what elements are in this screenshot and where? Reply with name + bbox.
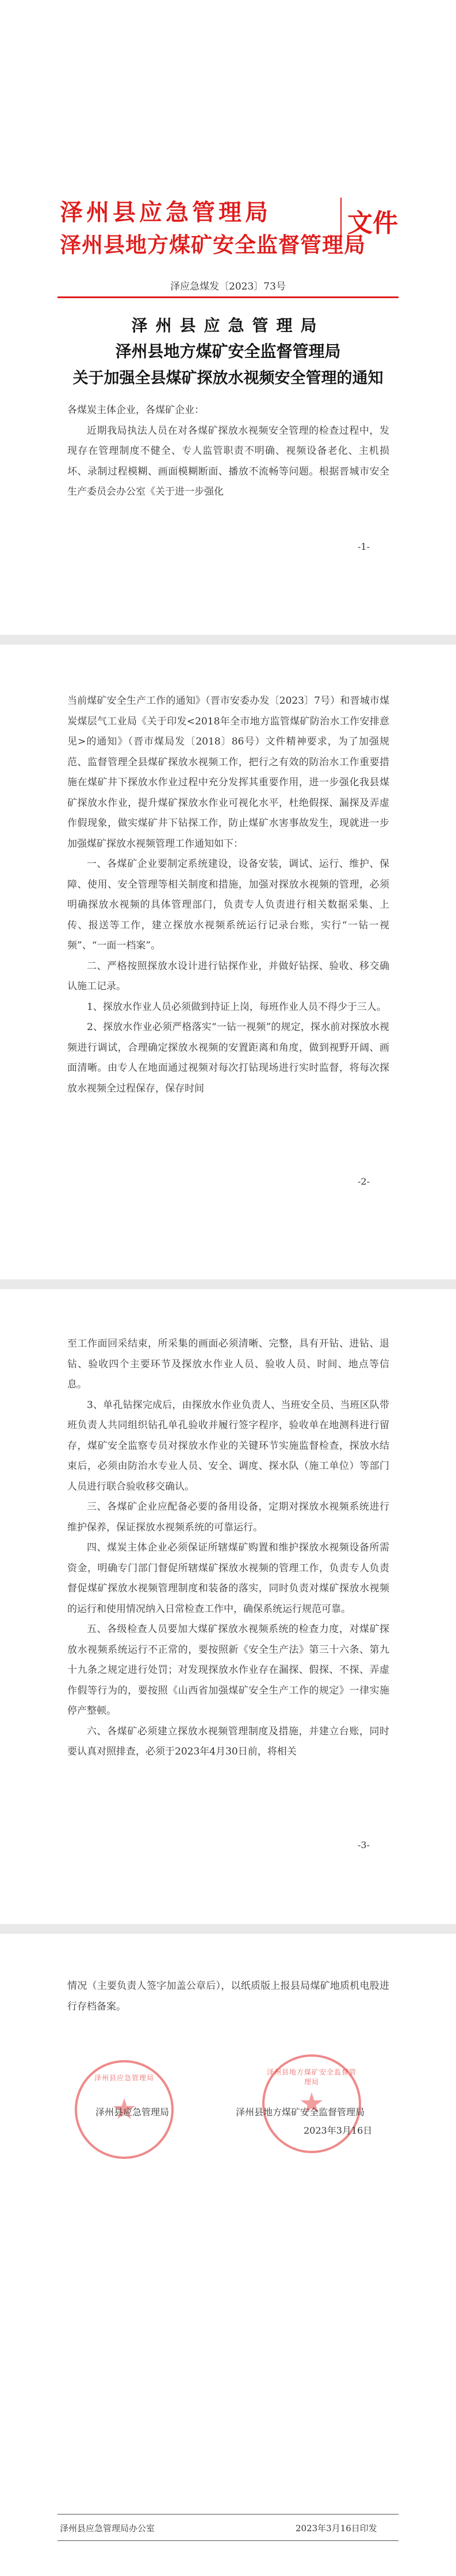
page-1 xyxy=(0,0,456,635)
page-3 xyxy=(0,1289,456,1924)
paragraph: 一、各煤矿企业要制定系统建设，设备安装，调试、运行、维护、保障、使用、安全管理等相关制度和措施，加强对探放水视频的管理，必须明确探放水视频的具体管理部门，负责专人负责进行相关数据采集、上传、报送等工作，建立探放水视频系统运行记录台账，实行“一钻一视频”、“一面一档案”。 xyxy=(67,858,389,951)
sign-date: 2023年3月16日 xyxy=(304,2125,373,2136)
header-brace xyxy=(340,198,342,242)
paragraph: 四、煤炭主体企业必须保证所辖煤矿购置和维护探放水视频设备所需资金，明确专门部门督促所辖煤矿探放水视频的管理工作，负责专人负责督促煤矿探放水视频管理制度和装备的落实，同时负责对煤矿探放水视频的运行和使用情况纳入日常检查工作中，确保系统运行规范可靠。 xyxy=(67,1542,389,1615)
page-4 xyxy=(0,1934,456,2576)
paragraph: 3、单孔钻探完成后，由探放水作业负责人、当班安全员、当班区队带班负责人共同组织钻孔单孔验收并履行签字程序，验收单在地测科进行留存，煤矿安全监察专员对探放水作业的关键环节实施监督检查，探放水结束后，必须由防治水专业人员、安全、调度、探水队（施工单位）等部门人员进行联合验收移交确认。 xyxy=(67,1399,389,1493)
title-line1: 泽州县应急管理局 xyxy=(131,316,325,335)
salutation: 各煤炭主体企业，各煤矿企业： xyxy=(67,404,204,416)
paragraph: 情况（主要负责人签字加盖公章后），以纸质版上报县局煤矿地质机电股进行存档备案。 xyxy=(67,1980,389,2012)
page-4-body xyxy=(67,1976,389,2017)
paragraph: 2、探放水作业必须严格落实“一钻一视频”的规定，探水前对探放水视频进行调试，合理确定探放水视频的安置距离和角度，做到视野开阔、画面清晰。由专人在地面通过视频对每次打钻现场进行实时监督，将每次探放水视频全过程保存，保存时间 xyxy=(67,1021,389,1094)
header-org-line1: 泽州县应急管理局 xyxy=(60,199,271,226)
red-divider xyxy=(58,296,398,298)
paragraph: 当前煤矿安全生产工作的通知》（晋市安委办发〔2023〕7号）和晋城市煤炭煤层气工业局《关于印发<2018年全市地方监管煤矿防治水工作安排意见>的通知》（晋市煤局发〔2018〕86号）文件精神要求，为了加强规范、监督管理全县煤矿探放水视频工作，把行之有效的防治水工作重要措施在煤矿井下探放水作业过程中充分发挥其重要作用，进一步强化我县煤矿探放水作业，提升煤矿探放水作业可视化水平，杜绝假探、漏探及弄虚作假现象，做实煤矿井下钻探工作，防止煤矿水害事故发生，现就进一步加强煤矿探放水视频管理工作通知如下： xyxy=(67,695,389,850)
paragraph: 六、各煤矿必须建立探放水视频管理制度及措施，并建立台账，同时要认真对照排查，必须于2023年4月30日前，将相关 xyxy=(67,1725,389,1757)
page-3-body xyxy=(67,1334,389,1763)
page-1-body xyxy=(67,400,389,503)
page-2 xyxy=(0,645,456,1279)
seal-right-text: 泽州县地方煤矿安全监督管理局 xyxy=(266,2068,357,2086)
page-number: -2- xyxy=(358,1176,370,1187)
title-line2: 泽州县地方煤矿安全监督管理局 xyxy=(115,342,341,361)
header-doc-word: 文件 xyxy=(347,209,398,238)
page-number: -1- xyxy=(358,541,370,552)
page-number: -3- xyxy=(358,1840,370,1850)
paragraph: 至工作面回采结束，所采集的画面必须清晰、完整，具有开钻、进钻、退钻、验收四个主要环节及探放水作业人员、验收人员、时间、地点等信息。 xyxy=(67,1338,389,1390)
official-seal-right xyxy=(262,2054,361,2153)
footer-issuer: 泽州县应急管理局办公室 xyxy=(60,2523,155,2533)
seal-left-text: 泽州县应急管理局 xyxy=(94,2074,154,2082)
paragraph: 近期我局执法人员在对各煤矿探放水视频安全管理的检查过程中，发现存在管理制度不健全、专人监管职责不明确、视频设备老化、主机损坏、录制过程模糊、画面模糊断面、播放不流畅等问题。根据晋城市安全生产委员会办公室《关于进一步强化 xyxy=(67,425,389,498)
signature-right: 泽州县地方煤矿安全监督管理局 xyxy=(236,2107,365,2118)
doc-number: 泽应急煤发〔2023〕73号 xyxy=(170,281,286,292)
signature-left: 泽州县应急管理局 xyxy=(95,2107,170,2118)
title-line3: 关于加强全县煤矿探放水视频安全管理的通知 xyxy=(72,369,384,387)
paragraph: 三、各煤矿企业应配备必要的备用设备，定期对探放水视频系统进行维护保养，保证探放水视频系统的可靠运行。 xyxy=(67,1501,389,1533)
footer-rule-top xyxy=(58,2514,398,2515)
paragraph: 五、各级检查人员要加大煤矿探放水视频系统的检查力度，对煤矿探放水视频系统运行不正常的，要按照新《安全生产法》第三十六条、第九十九条之规定进行处罚；对发现探放水作业存在漏探、假探、不探、弄虚作假等行为的，要按照《山西省加强煤矿安全生产工作的规定》一律实施停产整顿。 xyxy=(67,1624,389,1717)
paragraph: 1、探放水作业人员必须做到持证上岗，每班作业人员不得少于三人。 xyxy=(87,1001,386,1013)
page-2-body xyxy=(67,691,389,1099)
footer-issue-date: 2023年3月16日印发 xyxy=(296,2523,377,2533)
paragraph: 二、严格按照探放水设计进行钻探作业，并做好钻探、验收、移交确认施工记录。 xyxy=(67,960,389,992)
header-org-line2: 泽州县地方煤矿安全监督管理局 xyxy=(60,233,366,257)
footer-rule-bottom xyxy=(58,2540,398,2541)
